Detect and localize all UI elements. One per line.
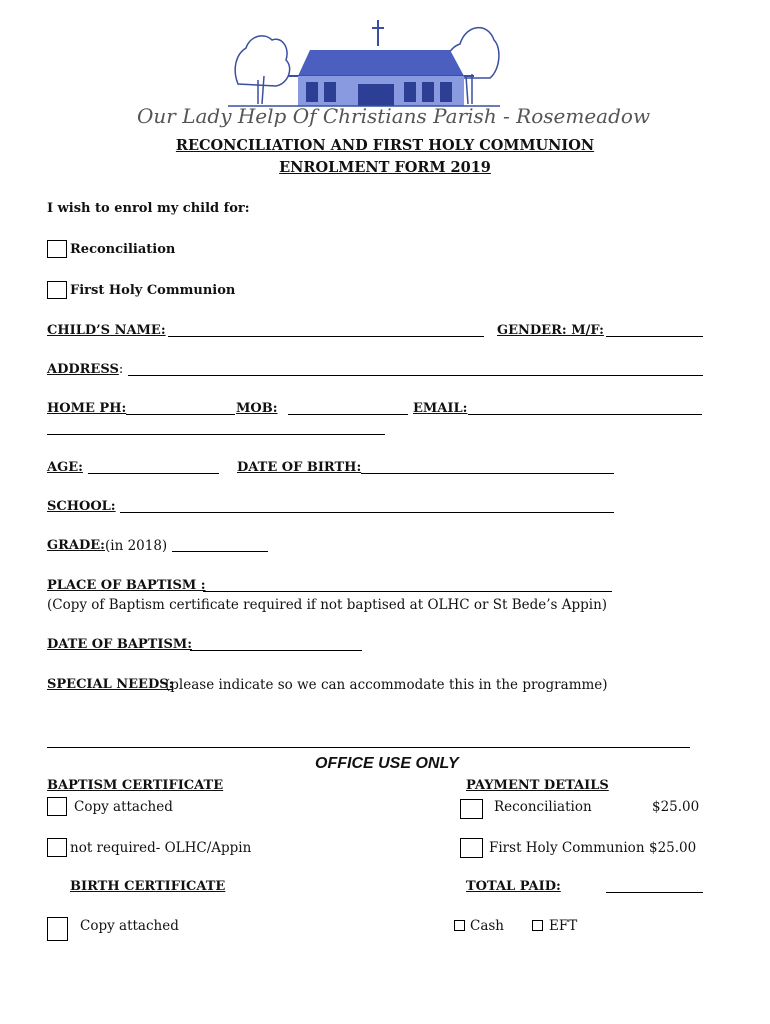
baptism-certificate-heading: BAPTISM CERTIFICATE: [47, 778, 224, 793]
place-of-baptism-label: PLACE OF BAPTISM :: [47, 578, 206, 593]
reconciliation-checkbox[interactable]: [47, 240, 67, 258]
grade-label: GRADE:: [47, 538, 105, 553]
payment-details-heading: PAYMENT DETAILS: [466, 778, 609, 793]
baptism-copy-attached-checkbox[interactable]: [47, 797, 67, 816]
baptism-certificate-note: (Copy of Baptism certificate required if not baptised at OLHC or St Bede’s Appin): [47, 597, 608, 613]
birth-certificate-heading: BIRTH CERTIFICATE: [70, 879, 226, 894]
pay-reconciliation-label: Reconciliation: [494, 799, 592, 815]
intro-text: I wish to enrol my child for:: [47, 201, 250, 216]
communion-label: First Holy Communion: [70, 283, 236, 298]
not-required-checkbox[interactable]: [47, 838, 67, 857]
total-paid-field[interactable]: [606, 892, 703, 893]
eft-checkbox[interactable]: [532, 920, 543, 931]
pay-communion-label: First Holy Communion: [489, 840, 645, 856]
baptism-copy-attached-label: Copy attached: [74, 799, 173, 815]
cash-checkbox[interactable]: [454, 920, 465, 931]
childs-name-field[interactable]: [168, 336, 484, 337]
email-label: EMAIL:: [413, 401, 468, 416]
date-of-baptism-label: DATE OF BAPTISM:: [47, 637, 193, 652]
pay-communion-amount: $25.00: [649, 840, 697, 856]
office-use-heading: OFFICE USE ONLY: [315, 755, 459, 772]
total-paid-label: TOTAL PAID:: [466, 879, 561, 894]
gender-label: GENDER: M/F:: [497, 323, 604, 338]
pay-communion-checkbox[interactable]: [460, 838, 483, 858]
form-title-line1: RECONCILIATION AND FIRST HOLY COMMUNION: [175, 137, 595, 154]
age-label: AGE:: [47, 460, 83, 475]
communion-checkbox[interactable]: [47, 281, 67, 299]
office-divider: [47, 747, 690, 748]
school-label: SCHOOL:: [47, 499, 116, 514]
home-phone-label: HOME PH:: [47, 401, 127, 416]
grade-field[interactable]: [172, 551, 268, 552]
dob-field[interactable]: [361, 473, 614, 474]
address-field[interactable]: [128, 375, 703, 376]
church-logo: [228, 14, 500, 110]
childs-name-label: CHILD’S NAME:: [47, 323, 166, 338]
pay-reconciliation-amount: $25.00: [652, 799, 700, 815]
email-field[interactable]: [468, 414, 702, 415]
form-title-line2: ENROLMENT FORM 2019: [279, 159, 491, 176]
mobile-field[interactable]: [288, 414, 408, 415]
parish-name: Our Lady Help Of Christians Parish - Rosemeadow: [137, 104, 651, 128]
dob-label: DATE OF BIRTH:: [237, 460, 362, 475]
grade-note: (in 2018): [105, 538, 168, 554]
cash-label: Cash: [470, 918, 505, 934]
age-field[interactable]: [88, 473, 219, 474]
place-of-baptism-field[interactable]: [203, 591, 612, 592]
address-label: ADDRESS:: [47, 362, 124, 377]
birth-copy-attached-checkbox[interactable]: [47, 917, 68, 941]
mobile-label: MOB:: [236, 401, 278, 416]
not-required-label: not required- OLHC/Appin: [70, 840, 252, 856]
school-field[interactable]: [120, 512, 614, 513]
pay-reconciliation-checkbox[interactable]: [460, 799, 483, 819]
gender-field[interactable]: [606, 336, 703, 337]
special-needs-note: (please indicate so we can accommodate this in the programme): [165, 677, 608, 693]
reconciliation-label: Reconciliation: [70, 242, 176, 257]
home-phone-field[interactable]: [126, 414, 235, 415]
birth-copy-attached-label: Copy attached: [80, 918, 179, 934]
date-of-baptism-field[interactable]: [190, 650, 362, 651]
email-field-continued[interactable]: [47, 434, 385, 435]
special-needs-label: SPECIAL NEEDS:: [47, 677, 174, 692]
eft-label: EFT: [549, 918, 578, 934]
